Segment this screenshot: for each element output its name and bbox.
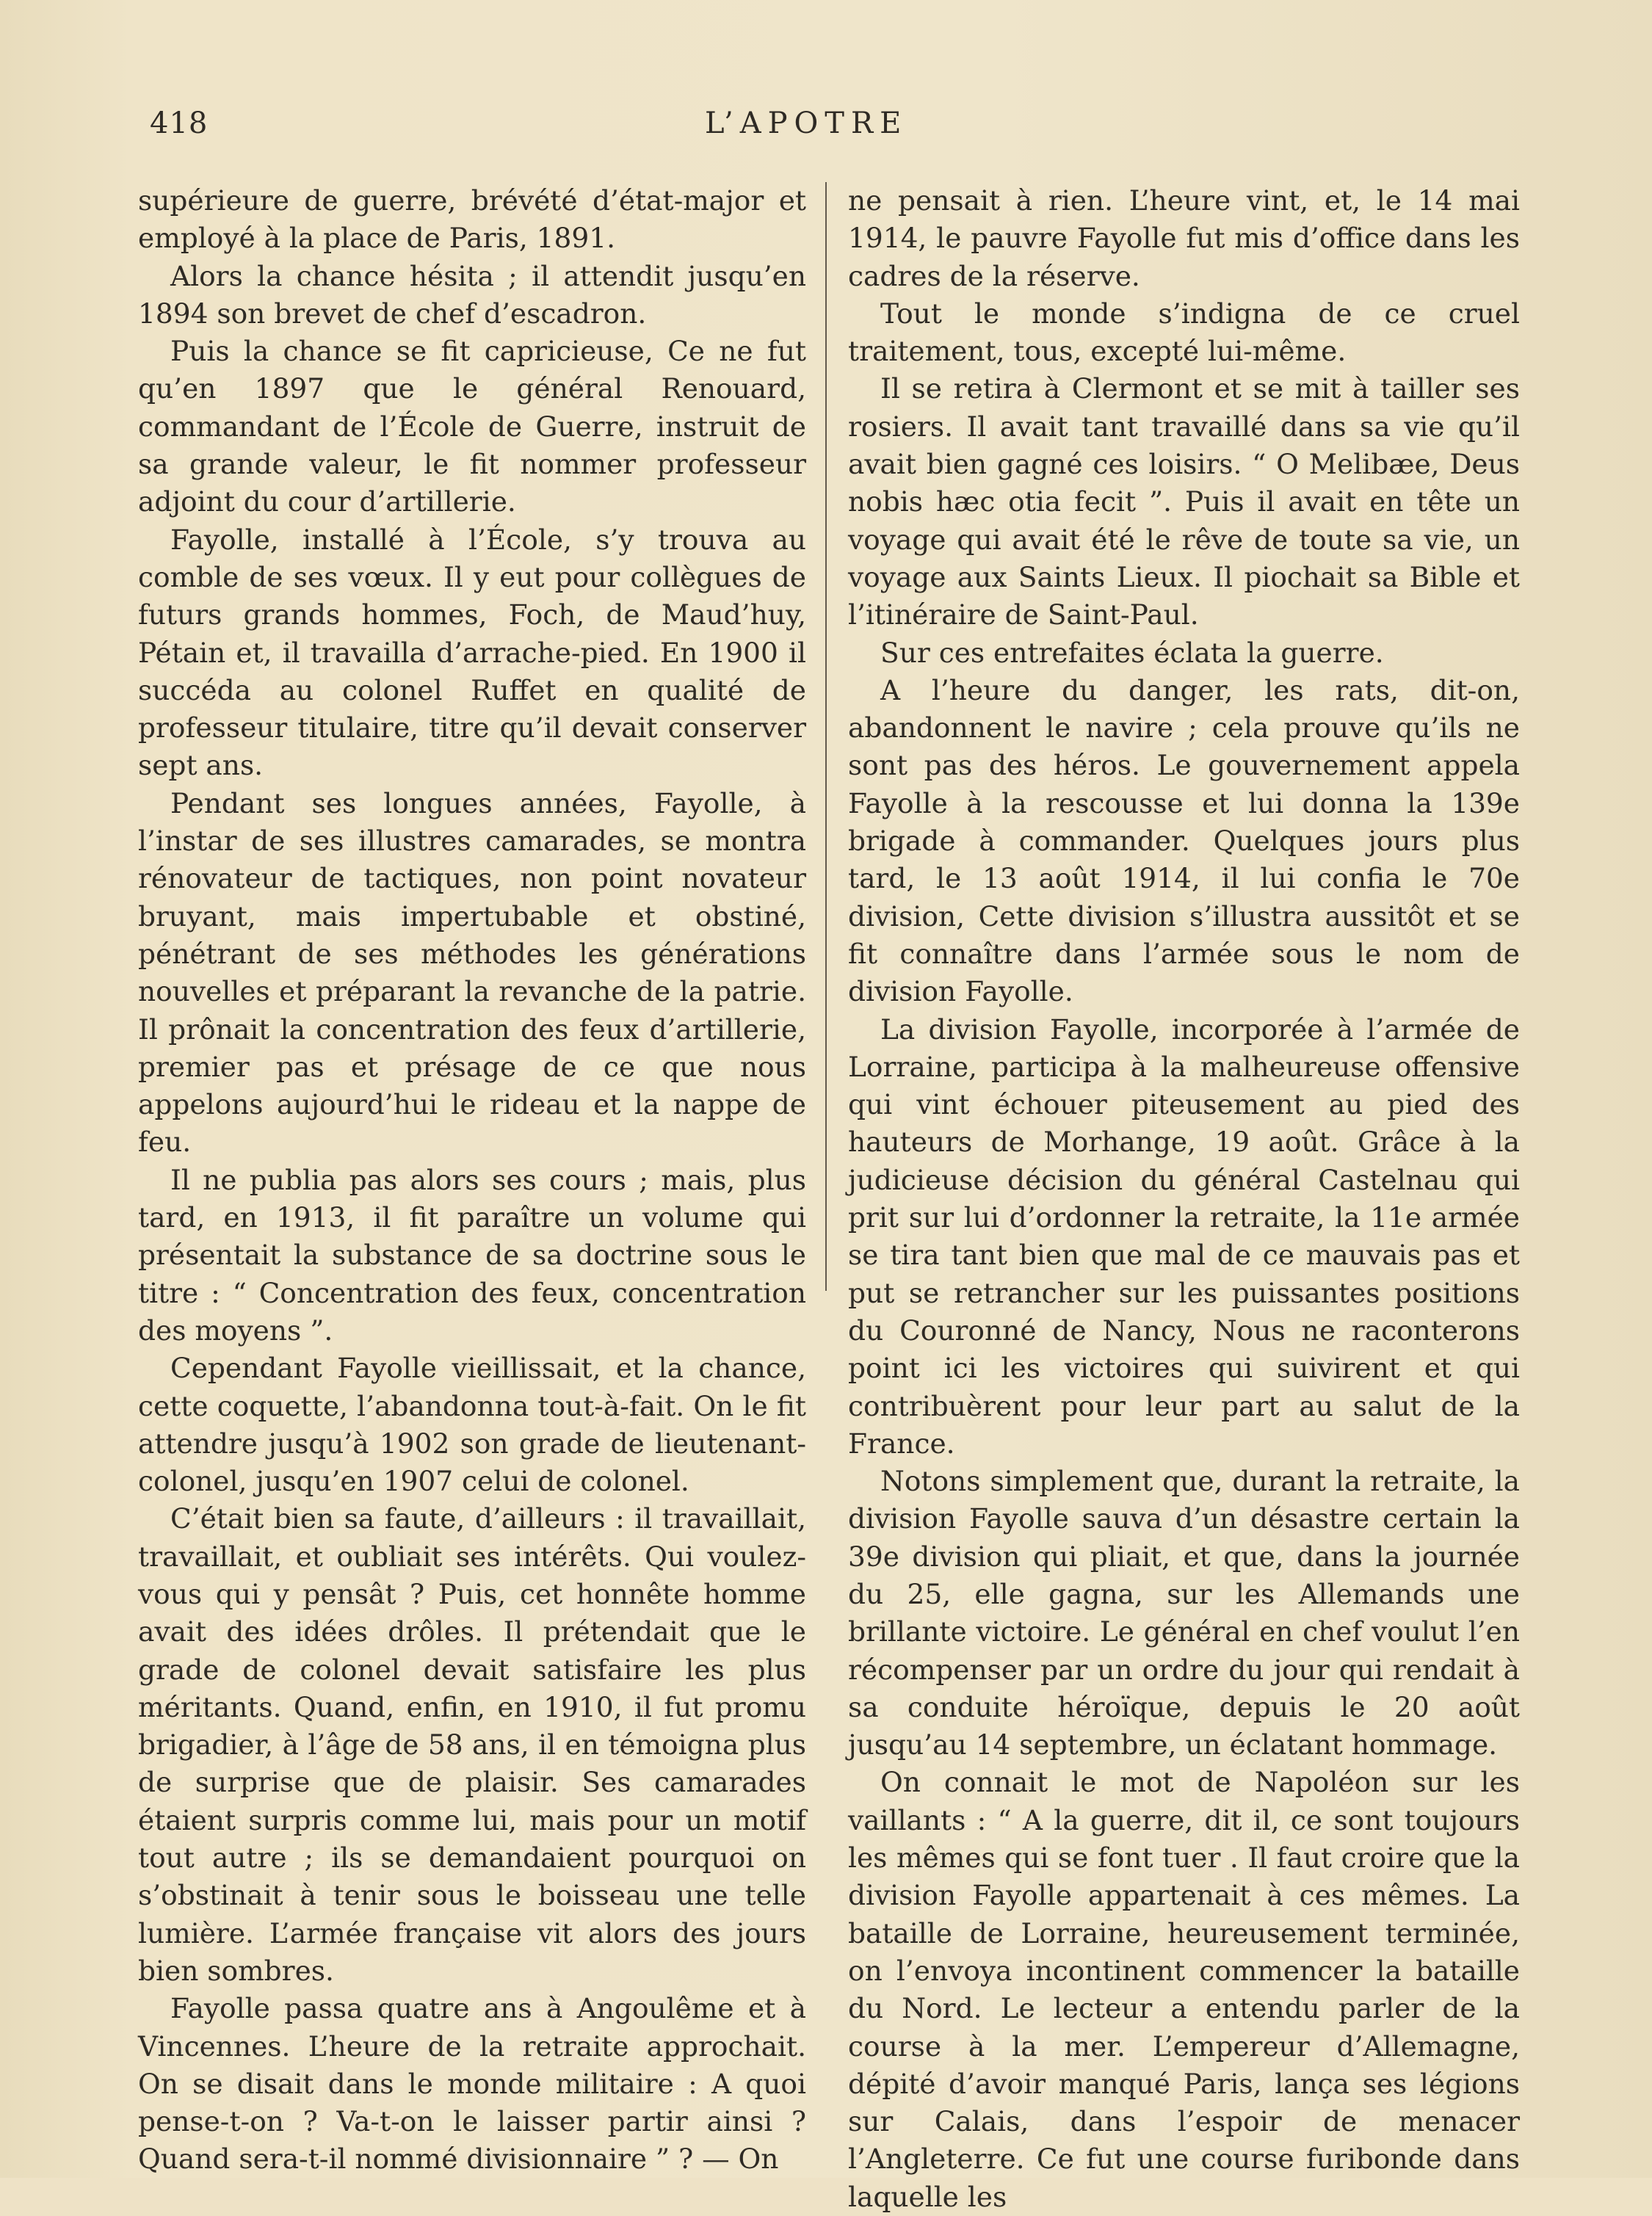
paragraph: Notons simplement que, durant la retraite, la division Fayolle sauva d’un désastre certain la 39e division qui pliait, et que, dans la journée du 25, elle gagna, sur les Allemands une brillante victoire. Le général en chef voulut l’en récompenser par un ordre du jour qui rendait à sa conduite héroïque, depuis le 20 août jusqu’au 14 septembre, un éclatant hommage. [848, 1465, 1520, 1761]
page-number: 418 [150, 106, 209, 140]
paragraph: On connait le mot de Napoléon sur les vaillants : “ A la guerre, dit il, ce sont toujours les mêmes qui se font tuer . Il faut croire que la division Fayolle appartenait à ces mêmes. La bataille de Lorraine, heureusement terminée, on l’envoya incontinent commencer la bataille du Nord. Le lecteur a entendu parler de la course à la mer. L’empereur d’Allemagne, dépité d’avoir manqué Paris, lança ses légions sur Calais, dans l’espoir de menacer l’Angleterre. Ce fut une course furibonde dans laquelle les [848, 1766, 1520, 2213]
paragraph: La division Fayolle, incorporée à l’armée de Lorraine, participa à la malheureuse offensive qui vint échouer piteusement au pied des hauteurs de Morhange, 19 août. Grâce à la judicieuse décision du général Castelnau qui prit sur lui d’ordonner la retraite, la 11e armée se tira tant bien que mal de ce mauvais pas et put se retrancher sur les puissantes positions du Couronné de Nancy, Nous ne raconterons point ici les victoires qui suivirent et qui contribuèrent pour leur part au salut de la France. [848, 1013, 1520, 1460]
paragraph: Puis la chance se fit capricieuse, Ce ne fut qu’en 1897 que le général Renouard, commandant de l’École de Guerre, instruit de sa grande valeur, le fit nommer professeur adjoint du cour d’artillerie. [138, 335, 806, 518]
paragraph: Il ne publia pas alors ses cours ; mais, plus tard, en 1913, il fit paraître un volume qui présentait la substance de sa doctrine sous le titre : “ Concentration des feux, concentration des moyens ”. [138, 1163, 806, 1347]
paragraph: A l’heure du danger, les rats, dit-on, abandonnent le navire ; cela prouve qu’ils ne sont pas des héros. Le gouvernement appela Fayolle à la rescousse et lui donna la 139e brigade à commander. Quelques jours plus tard, le 13 août 1914, il lui confia le 70e division, Cette division s’illustra aussitôt et se fit connaître dans l’armée sous le nom de division Fayolle. [848, 673, 1520, 1008]
paragraph: Fayolle, installé à l’École, s’y trouva au comble de ses vœux. Il y eut pour collègues de futurs grands hommes, Foch, de Maud’huy, Pétain et, il travailla d’arrache-pied. En 1900 il succéda au colonel Ruffet en qualité de professeur titulaire, titre qu’il devait conserver sept ans. [138, 523, 806, 782]
paragraph: Tout le monde s’indigna de ce cruel traitement, tous, excepté lui-même. [848, 297, 1520, 368]
paragraph: Fayolle passa quatre ans à Angoulême et à Vincennes. L’heure de la retraite approchait. On se disait dans le monde militaire : A quoi pense-t-on ? Va-t-on le laisser partir ainsi ? Quand sera-t-il nommé divisionnaire ” ? — On [138, 1992, 806, 2176]
paragraph: Cependant Fayolle vieillissait, et la chance, cette coquette, l’abandonna tout-à-fait. On le fit attendre jusqu’à 1902 son grade de lieutenant-colonel, jusqu’en 1907 celui de colonel. [138, 1352, 806, 1498]
right-column [848, 182, 1520, 2216]
page-header [0, 106, 1652, 151]
paragraph: Alors la chance hésita ; il attendit jusqu’en 1894 son brevet de chef d’escadron. [138, 259, 806, 330]
left-column [138, 182, 806, 2179]
paragraph: supérieure de guerre, brévété d’état-major et employé à la place de Paris, 1891. [138, 184, 806, 255]
running-head: L’APOTRE [705, 106, 908, 140]
column-divider [825, 182, 827, 1291]
paragraph: Pendant ses longues années, Fayolle, à l’instar de ses illustres camarades, se montra rénovateur de tactiques, non point novateur bruyant, mais impertubable et obstiné, pénétrant de ses méthodes les générations nouvelles et préparant la revanche de la patrie. Il prônait la concentration des feux d’artillerie, premier pas et présage de ce que nous appelons aujourd’hui le rideau et la nappe de feu. [138, 786, 806, 1159]
paragraph: Il se retira à Clermont et se mit à tailler ses rosiers. Il avait tant travaillé dans sa vie qu’il avait bien gagné ces loisirs. “ O Melibæe, Deus nobis hæc otia fecit ”. Puis il avait en tête un voyage qui avait été le rêve de toute sa vie, un voyage aux Saints Lieux. Il piochait sa Bible et l’itinéraire de Saint-Paul. [848, 372, 1520, 631]
paragraph: ne pensait à rien. L’heure vint, et, le 14 mai 1914, le pauvre Fayolle fut mis d’office dans les cadres de la réserve. [848, 184, 1520, 292]
paragraph: Sur ces entrefaites éclata la guerre. [880, 636, 1384, 669]
paragraph: C’était bien sa faute, d’ailleurs : il travaillait, travaillait, et oubliait ses intérêts. Qui voulez-vous qui y pensât ? Puis, cet honnête homme avait des idées drôles. Il prétendait que le grade de colonel devait satisfaire les plus méritants. Quand, enfin, en 1910, il fut promu brigadier, à l’âge de 58 ans, il en témoigna plus de surprise que de plaisir. Ses camarades étaient surpris comme lui, mais pour un motif tout autre ; ils se demandaient pourquoi on s’obstinait à tenir sous le boisseau une telle lumière. L’armée française vit alors des jours bien sombres. [138, 1502, 806, 1987]
